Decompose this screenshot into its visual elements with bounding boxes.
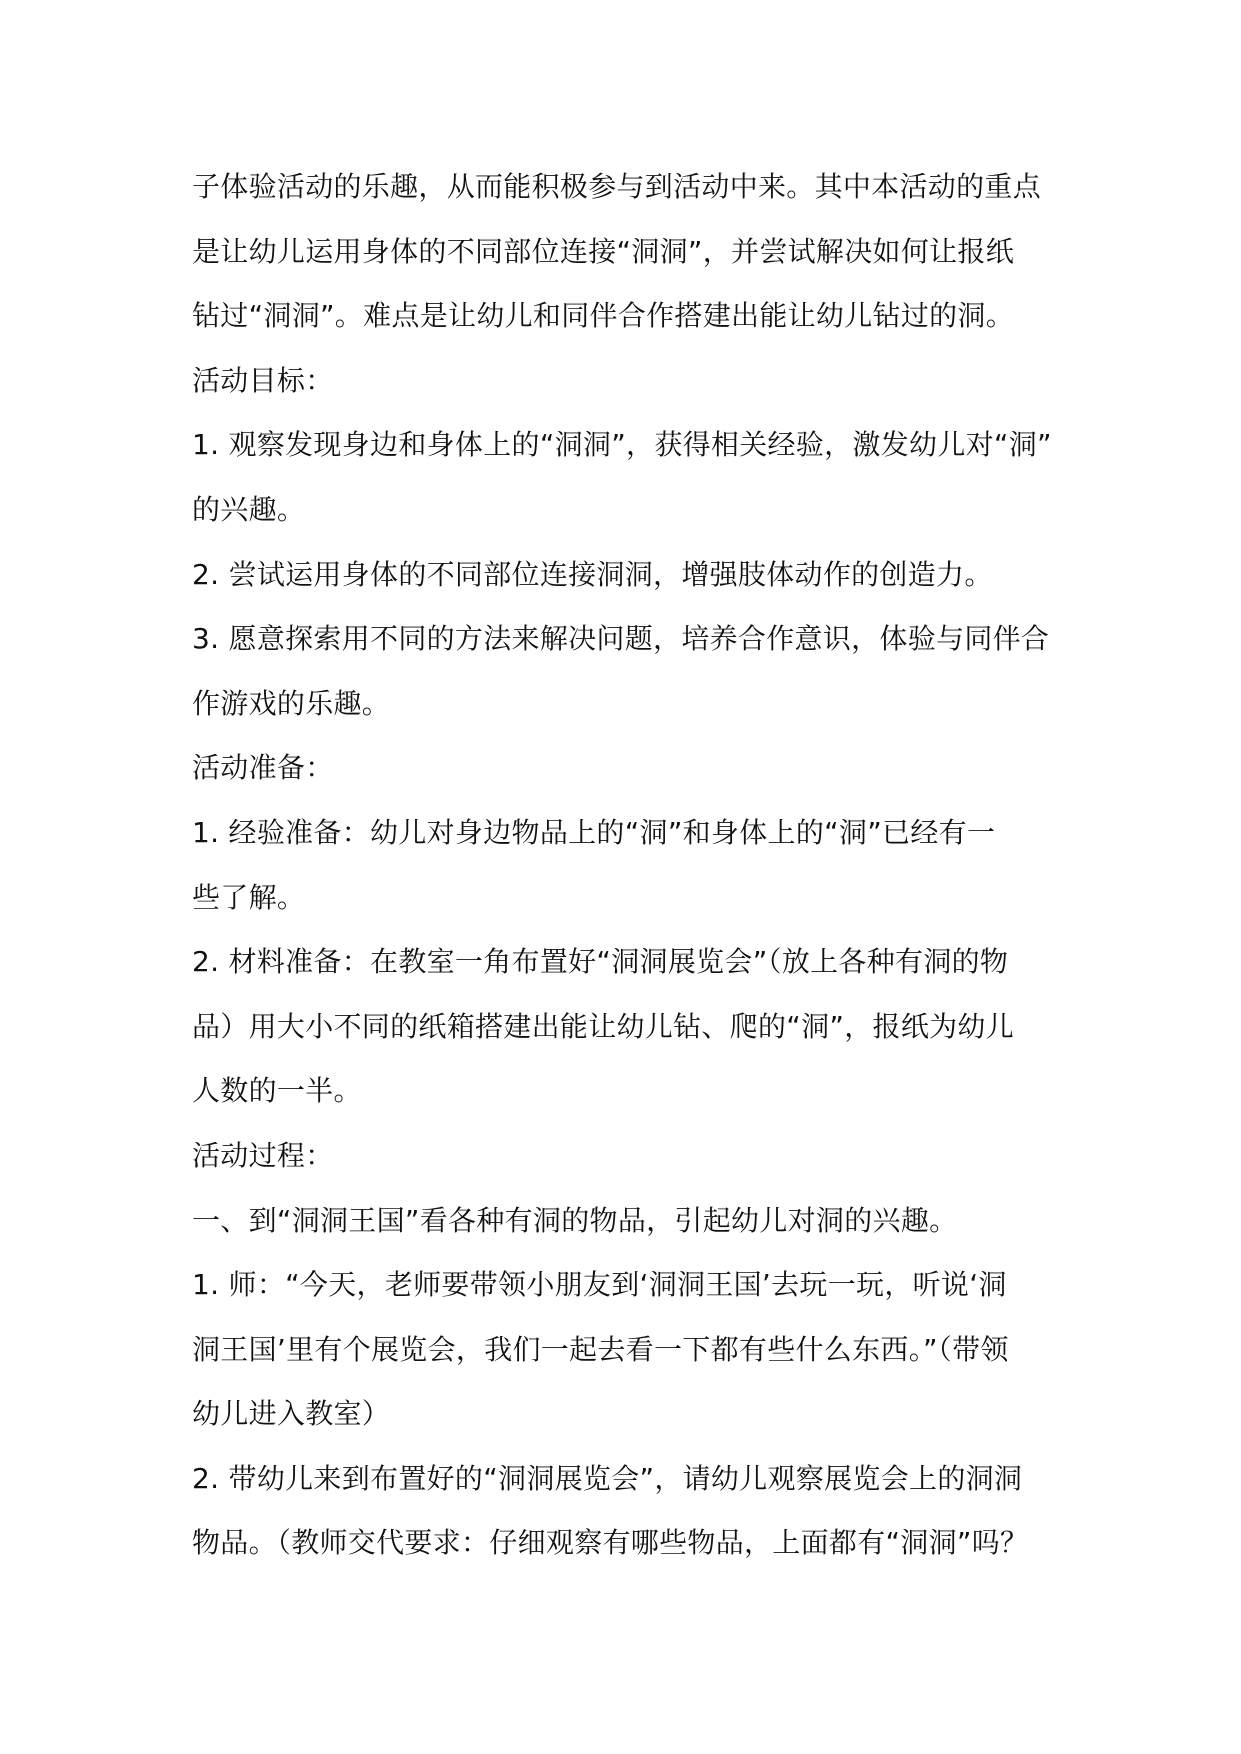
body-text bbox=[192, 155, 1052, 1576]
text-line: 是让幼儿运用身体的不同部位连接“洞洞”，并尝试解决如何让报纸 bbox=[192, 234, 1015, 268]
text-line: 的兴趣。 bbox=[192, 492, 306, 526]
text-line: 钻过“洞洞”。难点是让幼儿和同伴合作搭建出能让幼儿钻过的洞。 bbox=[192, 299, 1015, 333]
text-line: 子体验活动的乐趣，从而能积极参与到活动中来。其中本活动的重点 bbox=[192, 170, 1042, 203]
text-line: 品）用大小不同的纸箱搭建出能让幼儿钻、爬的“洞”，报纸为幼儿 bbox=[192, 1009, 1015, 1043]
text-line: 作游戏的乐趣。 bbox=[192, 686, 391, 720]
text-line: 些了解。 bbox=[192, 880, 306, 914]
text-line: 1. 师：“今天，老师要带领小朋友到‘洞洞王国’去玩一玩，听说‘洞 bbox=[192, 1268, 1007, 1302]
text-line: 一、到“洞洞王国”看各种有洞的物品，引起幼儿对洞的兴趣。 bbox=[192, 1203, 958, 1237]
text-line: 洞王国’里有个展览会，我们一起去看一下都有些什么东西。”（带领 bbox=[192, 1332, 1009, 1366]
text-line: 2. 尝试运用身体的不同部位连接洞洞，增强肢体动作的创造力。 bbox=[192, 557, 993, 591]
text-line: 1. 经验准备：幼儿对身边物品上的“洞”和身体上的“洞”已经有一 bbox=[192, 815, 996, 849]
text-line: 3. 愿意探索用不同的方法来解决问题，培养合作意识，体验与同伴合 bbox=[192, 622, 1050, 656]
section-heading-process: 活动过程： bbox=[192, 1138, 334, 1172]
section-heading-preparation: 活动准备： bbox=[192, 751, 334, 785]
text-line: 2. 带幼儿来到布置好的“洞洞展览会”，请幼儿观察展览会上的洞洞 bbox=[192, 1461, 1023, 1495]
text-line: 幼儿进入教室） bbox=[192, 1397, 391, 1431]
text-line: 人数的一半。 bbox=[192, 1074, 362, 1108]
text-line: 1. 观察发现身边和身体上的“洞洞”，获得相关经验，激发幼儿对“洞” bbox=[192, 428, 1052, 462]
text-line: 2. 材料准备：在教室一角布置好“洞洞展览会”（放上各种有洞的物 bbox=[192, 945, 1009, 979]
section-heading-goals: 活动目标： bbox=[192, 363, 334, 397]
text-line: 物品。（教师交代要求：仔细观察有哪些物品，上面都有“洞洞”吗？ bbox=[192, 1526, 1029, 1560]
